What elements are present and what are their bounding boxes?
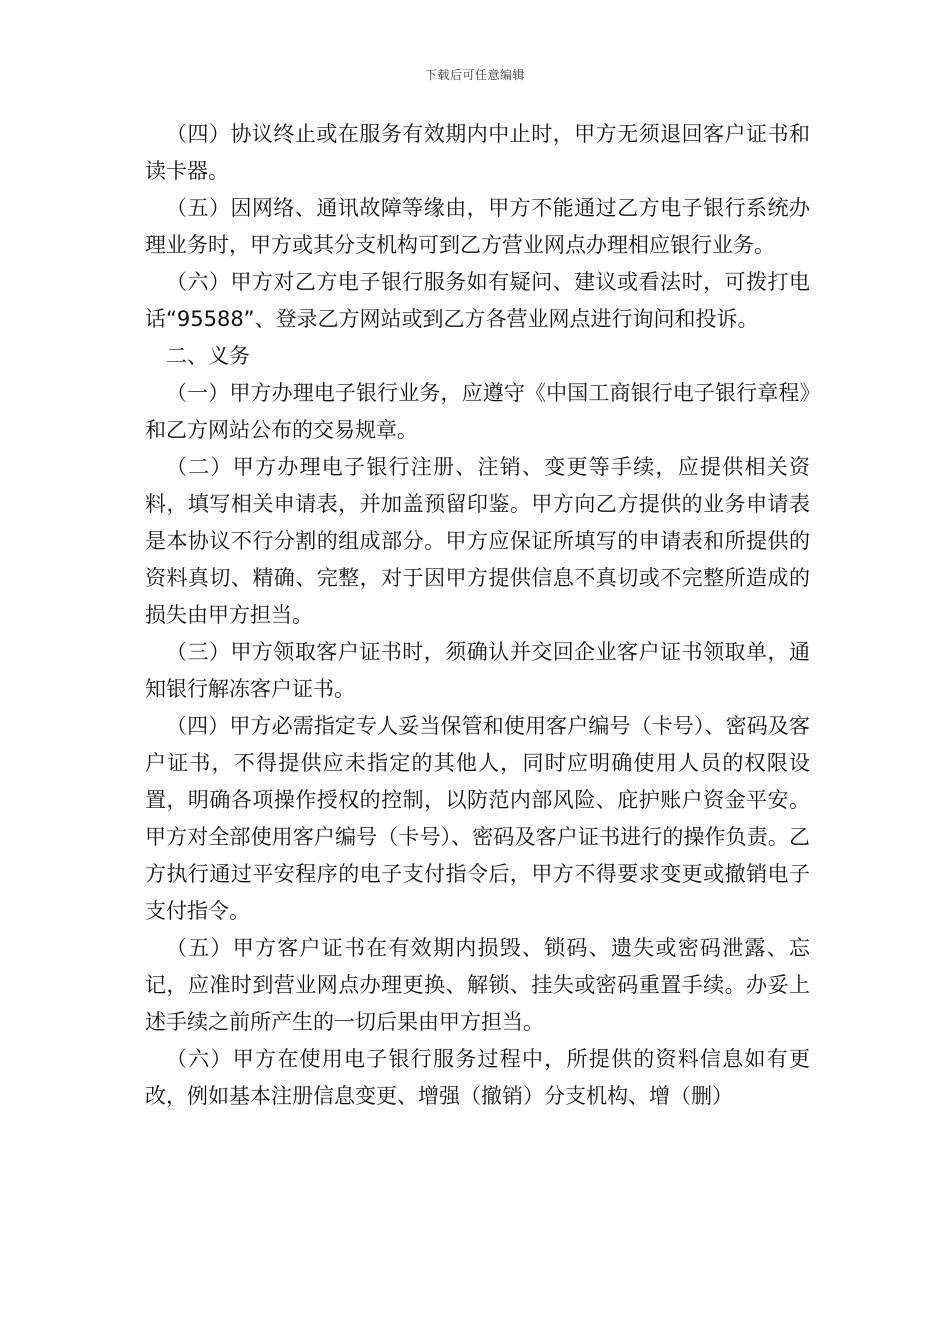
- paragraph-obligation-4: （四）甲方必需指定专人妥当保管和使用客户编号（卡号）、密码及客户证书，不得提供应未指定的其他人，同时应明确使用人员的权限设置，明确各项操作授权的控制，以防范内部风险、庇护账户资金平安。甲方对全部使用客户编号（卡号）、密码及客户证书进行的操作负责。乙方执行通过平安程序的电子支付指令后，甲方不得要求变更或撤销电子支付指令。: [145, 714, 810, 923]
- document-body: [145, 116, 810, 1115]
- paragraph-obligation-1: （一）甲方办理电子银行业务，应遵守《中国工商银行电子银行章程》和乙方网站公布的交易规章。: [145, 381, 810, 442]
- paragraph-obligation-5: （五）甲方客户证书在有效期内损毁、锁码、遗失或密码泄露、忘记，应准时到营业网点办理更换、解锁、挂失或密码重置手续。办妥上述手续之前所产生的一切后果由甲方担当。: [145, 936, 810, 1034]
- paragraph-right-4: （四）协议终止或在服务有效期内中止时，甲方无须退回客户证书和读卡器。: [145, 122, 810, 183]
- paragraph-obligation-3: （三）甲方领取客户证书时，须确认并交回企业客户证书领取单，通知银行解冻客户证书。: [145, 640, 810, 701]
- paragraph-obligation-2: （二）甲方办理电子银行注册、注销、变更等手续，应提供相关资料，填写相关申请表，并加盖预留印鉴。甲方向乙方提供的业务申请表是本协议不行分割的组成部分。甲方应保证所填写的申请表和所提供的资料真切、精确、完整，对于因甲方提供信息不真切或不完整所造成的损失由甲方担当。: [145, 455, 810, 627]
- page-header-note: 下载后可任意编辑: [424, 68, 525, 82]
- paragraph-obligation-6: （六）甲方在使用电子银行服务过程中，所提供的资料信息如有更改，例如基本注册信息变更、增强（撤销）分支机构、增（删）: [145, 1047, 810, 1108]
- paragraph-right-5: （五）因网络、通讯故障等缘由，甲方不能通过乙方电子银行系统办理业务时，甲方或其分支机构可到乙方营业网点办理相应银行业务。: [145, 196, 810, 257]
- section-heading-obligations: 二、义务: [166, 344, 250, 368]
- paragraph-right-6: （六）甲方对乙方电子银行服务如有疑问、建议或看法时，可拨打电话“95588”、登录乙方网站或到乙方各营业网点进行询问和投诉。: [145, 270, 810, 331]
